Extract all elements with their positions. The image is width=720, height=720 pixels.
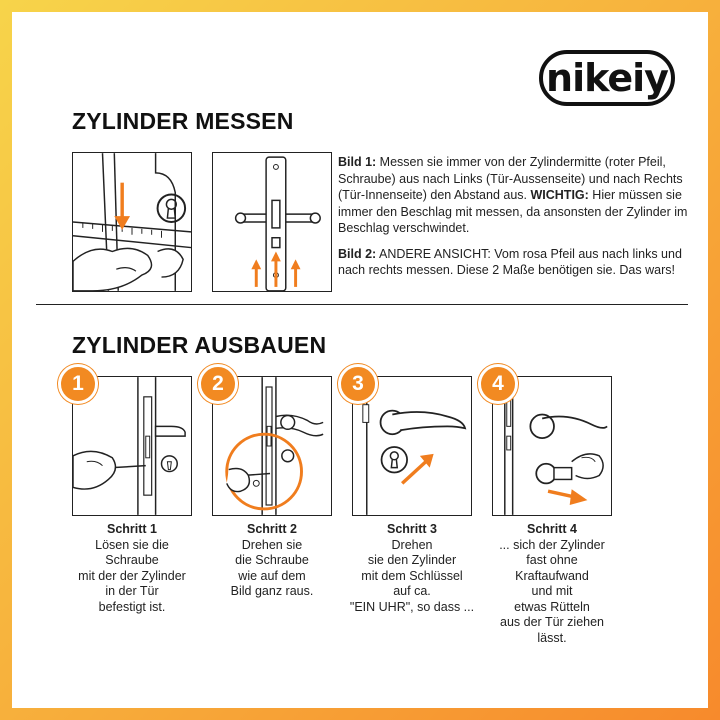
step-1-text: Lösen sie die Schraube mit der der Zylinder in der Tür befestigt ist. <box>78 537 186 614</box>
brand-logo-text: nikeiy <box>546 56 668 100</box>
step-4-title: Schritt 4 <box>526 522 577 536</box>
step-1-title: Schritt 1 <box>106 522 157 536</box>
measure-description <box>338 154 694 288</box>
section-title-remove: ZYLINDER AUSBAUEN <box>72 332 327 358</box>
label-wichtig: WICHTIG: <box>530 188 589 202</box>
step-3-badge: 3 <box>338 364 378 404</box>
measure-figure-1-illustration <box>73 153 191 291</box>
step-2-text: Drehen sie die Schraube wie auf dem Bild ganz raus. <box>230 537 314 598</box>
label-bild-2: Bild 2: <box>338 246 377 261</box>
brand-logo <box>539 50 675 106</box>
step-1-caption <box>63 522 201 615</box>
paragraph-1-tail: Hier müssen sie immer den Beschlag mit messen, da ansonsten der Zylinder im Beschlag verschwindet. <box>338 188 688 235</box>
step-2-badge: 2 <box>198 364 238 404</box>
step-3-caption <box>343 522 481 615</box>
paragraph-2-text: ANDERE ANSICHT: Vom rosa Pfeil aus nach links und nach rechts messen. Diese 2 Maße benötigen sie. Das wars! <box>338 246 682 277</box>
measure-description-paragraph-1 <box>338 154 694 237</box>
step-4-badge: 4 <box>478 364 518 404</box>
label-bild-1: Bild 1: <box>338 155 377 169</box>
step-2-caption <box>203 522 341 600</box>
measure-figure-2 <box>212 152 332 292</box>
instruction-sheet <box>12 12 708 708</box>
measure-figure-1 <box>72 152 192 292</box>
section-divider <box>36 304 688 305</box>
step-3-title: Schritt 3 <box>386 522 437 536</box>
step-3-text: Drehen sie den Zylinder mit dem Schlüssel auf ca. "EIN UHR", so dass ... <box>349 537 475 614</box>
step-2-title: Schritt 2 <box>246 522 297 536</box>
measure-description-paragraph-2 <box>338 246 694 279</box>
step-4-caption <box>483 522 621 646</box>
step-4-text: ... sich der Zylinder fast ohne Kraftaufwand und mit etwas Rütteln aus der Tür ziehen lässt. <box>499 537 605 645</box>
section-title-measure: ZYLINDER MESSEN <box>72 108 294 134</box>
measure-figure-2-illustration <box>213 153 331 291</box>
step-1-badge: 1 <box>58 364 98 404</box>
paragraph-1-text: Messen sie immer von der Zylindermitte (roter Pfeil, Schraube) aus nach Links (Tür-Aussenseite) und nach Rechts (Tür-Innenseite) den Abstand aus. <box>338 155 683 202</box>
